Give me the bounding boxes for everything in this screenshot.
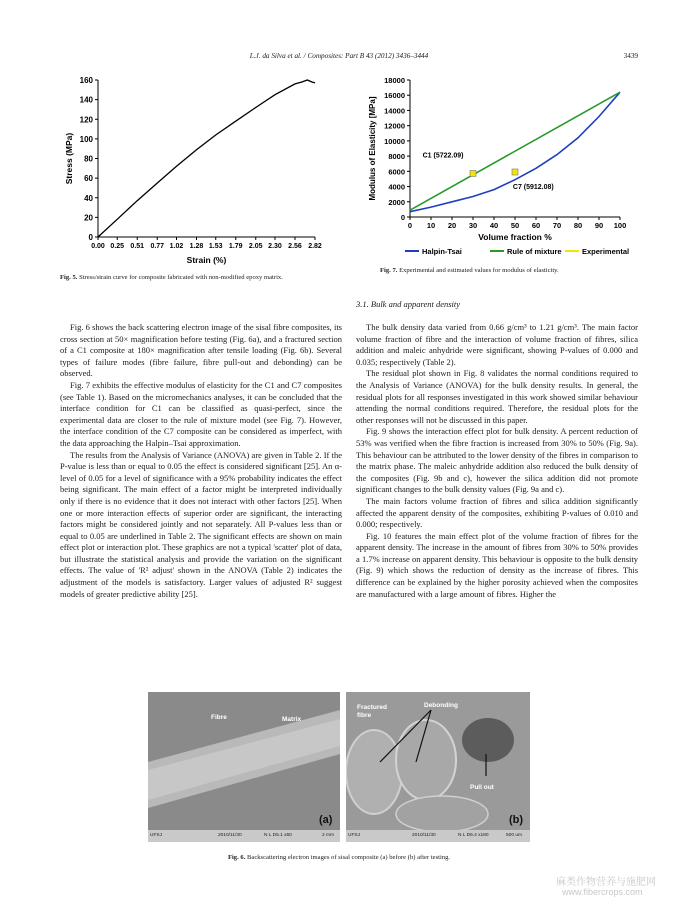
y-tick-label: 140 <box>79 95 93 105</box>
y-tick-label: 0 <box>88 233 93 242</box>
x-axis-title: Volume fraction % <box>478 232 552 242</box>
micrograph-a-image <box>148 692 340 842</box>
y-tick-label: 80 <box>84 154 93 164</box>
x-tick-label: 1.79 <box>228 243 243 250</box>
info-a-1: UFSJ <box>150 833 162 838</box>
info-a-3: N L D5.1 x50 <box>264 833 292 838</box>
info-b-1: UFSJ <box>348 833 360 838</box>
x-tick-label: 2.56 <box>288 243 302 250</box>
x-tick-label: 0.77 <box>150 243 165 250</box>
y-tick-label: 160 <box>79 76 93 85</box>
x-tick-label: 0.00 <box>91 243 105 250</box>
x-tick-label: 1.02 <box>169 243 184 250</box>
fig5-caption <box>60 273 342 282</box>
y-tick-label: 0 <box>400 213 405 222</box>
info-b-3: N L D6.4 x180 <box>458 833 489 838</box>
x-tick-label: 100 <box>613 221 627 230</box>
y-axis-title: Stress (MPa) <box>64 132 74 185</box>
y-tick-label: 4000 <box>388 182 405 192</box>
info-a-4: 2 mm <box>322 833 334 838</box>
x-tick-label: 2.05 <box>248 243 263 250</box>
x-tick-label: 60 <box>531 221 541 230</box>
watermark-url: www.fibercrops.com <box>562 887 643 897</box>
fig7-caption-text: Experimental and estimated values for modulus of elasticity. <box>399 267 559 274</box>
x-tick-label: 70 <box>552 221 562 230</box>
x-tick-label: 0.51 <box>130 243 145 250</box>
page-number: 3439 <box>623 52 638 60</box>
fig6-caption <box>0 853 678 862</box>
right-para-3: Fig. 9 shows the interaction effect plot for bulk density. A percent reduction of 53% was verified when the fibre fraction is increased from 30% to 50% (Fig. 9a). This behaviour can be attributed to the lower density of the fibres in comparison to the matrix phase. The maleic anhydride addition also reduced the bulk density of the composites (Fig. 9b and c), however the silica addition did not promote significant changes to the bulk density values (Fig. 9a and c). <box>356 426 638 495</box>
info-a-2: 2010/11/30 <box>218 833 242 838</box>
left-column <box>60 322 342 600</box>
right-para-1: The bulk density data varied from 0.66 g/cm³ to 1.21 g/cm³. The main factor volume fraction of fibre and the interaction of volume fraction of fibres, silica addition and maleic anhydride were significant, showing P-values of 0.000 and 0.035; respectively (Table 2). <box>356 322 638 367</box>
legend-label: Experimental <box>582 247 630 256</box>
y-tick-label: 10000 <box>384 136 405 146</box>
left-para-3: The results from the Analysis of Variance (ANOVA) are given in Table 2. If the P-value is less than or equal to 0.05 the effect is considered significant [25]. An α-level of 0.05 for a level of significance with a 95% probability indicates the effect being significant. The main effect of a factor might be interpreted individually only if there is no evidence that it does not interact with other factors [25]. When one or more interaction effects of superior order are significant, the interacting factors might be considered jointly and not separately. All P-values less than or equal to 0.05 are underlined in Table 2. The significant effects are shown on main effect plot or interaction plot. These graphics are not a typical 'scatter' plot of data, but illustrate the statistical analysis and provide the variation on the significant effects. The value of 'R² adjust' shown in the ANOVA (Table 2) indicates the adjustment of the models is satisfactory. Larger values of adjusted R² suggest models of greater predictive ability [25]. <box>60 449 342 599</box>
right-para-5: Fig. 10 features the main effect plot of the volume fraction of fibres for the apparent density. The increase in the amount of fibres from 30% to 50% provides a 1.7% increase on apparent density. This behaviour is opposite to the bulk density (Fig. 9) which shows the reduction of density as the increase of fibres. This difference can be explained by the higher porosity achieved when the composites are manufactured with a large amount of fibres. Higher the <box>356 530 638 599</box>
y-tick-label: 2000 <box>388 197 405 207</box>
right-para-4: The main factors volume fraction of fibres and silica addition significantly affected the apparent density of the composites, exhibiting P-values of 0.010 and 0.000; respectively. <box>356 495 638 530</box>
y-tick-label: 120 <box>79 115 93 125</box>
y-tick-label: 6000 <box>388 167 405 177</box>
y-tick-label: 18000 <box>384 76 405 85</box>
x-tick-label: 20 <box>447 221 457 230</box>
panel-a-label: (a) <box>319 814 333 826</box>
experimental-point <box>470 170 476 176</box>
fig7-caption <box>380 266 640 275</box>
fig5-caption-text: Stress/strain curve for composite fabricated with non-modified epoxy matrix. <box>79 274 283 281</box>
experimental-point <box>512 169 518 175</box>
y-tick-label: 16000 <box>384 91 405 101</box>
stress-strain-chart <box>60 72 330 267</box>
label-debonding: Debonding <box>424 702 458 709</box>
x-tick-label: 0.25 <box>110 243 125 250</box>
y-axis-title: Modulus of Elasticity [MPa] <box>368 96 377 201</box>
x-tick-label: 40 <box>489 221 499 230</box>
fig6-caption-text: Backscattering electron images of sisal composite (a) before (b) after testing. <box>247 854 451 861</box>
x-axis-title: Strain (%) <box>186 255 227 265</box>
x-tick-label: 0 <box>407 221 413 230</box>
label-pull-out: Pull out <box>470 784 494 791</box>
micrograph-b <box>346 692 530 842</box>
x-tick-label: 90 <box>594 221 604 230</box>
x-tick-label: 1.28 <box>189 243 204 250</box>
info-b-4: 500 um <box>506 833 522 838</box>
y-tick-label: 14000 <box>384 106 405 116</box>
y-tick-label: 12000 <box>384 121 405 131</box>
left-para-1: Fig. 6 shows the back scattering electron image of the sisal fibre composites, its cross section at 50× magnification before testing (Fig. 6a), and a fractured section of a C1 composite at 180× magnification after tensile loading (Fig. 6b). Several types of failure modes (fibre failure, fibre pull-out and debonding) can be observed. <box>60 322 342 379</box>
legend-label: Halpin-Tsai <box>422 247 462 256</box>
x-tick-label: 2.30 <box>268 243 282 250</box>
stress-strain-line <box>98 80 315 237</box>
y-tick-label: 8000 <box>388 152 405 162</box>
x-tick-label: 50 <box>510 221 520 230</box>
y-tick-label: 20 <box>84 213 93 223</box>
rule-of-mixture-line <box>410 92 620 210</box>
modulus-chart <box>365 72 635 262</box>
x-tick-label: 1.53 <box>208 243 223 250</box>
label-matrix: Matrix <box>282 716 302 723</box>
panel-b-label: (b) <box>509 814 524 826</box>
left-para-2: Fig. 7 exhibits the effective modulus of elasticity for the C1 and C7 composites (see Table 1). Based on the micromechanics analyses, it can be concluded that the interface condition for C1 can be classified as quasi-perfect, since the experimental data are closer to the rule of mixture model (see Fig. 7). However, the interface condition of the C7 composite can be considered as imperfect, with the data approaching the Halpin–Tsai approximation. <box>60 379 342 448</box>
x-tick-label: 30 <box>468 221 478 230</box>
x-tick-label: 2.82 <box>308 243 322 250</box>
info-b-2: 2010/11/30 <box>412 833 436 838</box>
section-heading: 3.1. Bulk and apparent density <box>356 299 461 309</box>
right-column <box>356 322 638 600</box>
x-tick-label: 80 <box>573 221 583 230</box>
fig7-caption-label: Fig. 7. <box>380 267 398 274</box>
fig6-caption-label: Fig. 6. <box>227 854 246 861</box>
micrograph-a <box>148 692 340 842</box>
annotation-c7: C7 (5912.08) <box>512 183 554 191</box>
legend-label: Rule of mixture <box>507 247 562 256</box>
y-tick-label: 100 <box>79 134 93 144</box>
running-header: L.J. da Silva et al. / Composites: Part B 43 (2012) 3436–3444 <box>249 52 429 60</box>
watermark-cn: 麻类作物营养与施肥网 <box>556 877 656 888</box>
x-tick-label: 10 <box>426 221 436 230</box>
fig5-caption-label: Fig. 5. <box>60 274 78 281</box>
label-fractured-fibre: Fractured fibre <box>357 704 387 719</box>
annotation-c1: C1 (5722.09) <box>422 152 464 160</box>
right-para-2: The residual plot shown in Fig. 8 validates the normal conditions required to the Analysis of Variance (ANOVA) for the bulk density results. In general, the residual plots for all responses investigated in this work showed similar behaviour attending the normal conditions required. Therefore, the residual plots for the other responses will not be discussed in this paper. <box>356 368 638 425</box>
y-tick-label: 40 <box>84 193 93 203</box>
y-tick-label: 60 <box>84 174 93 184</box>
label-fibre: Fibre <box>211 714 227 721</box>
